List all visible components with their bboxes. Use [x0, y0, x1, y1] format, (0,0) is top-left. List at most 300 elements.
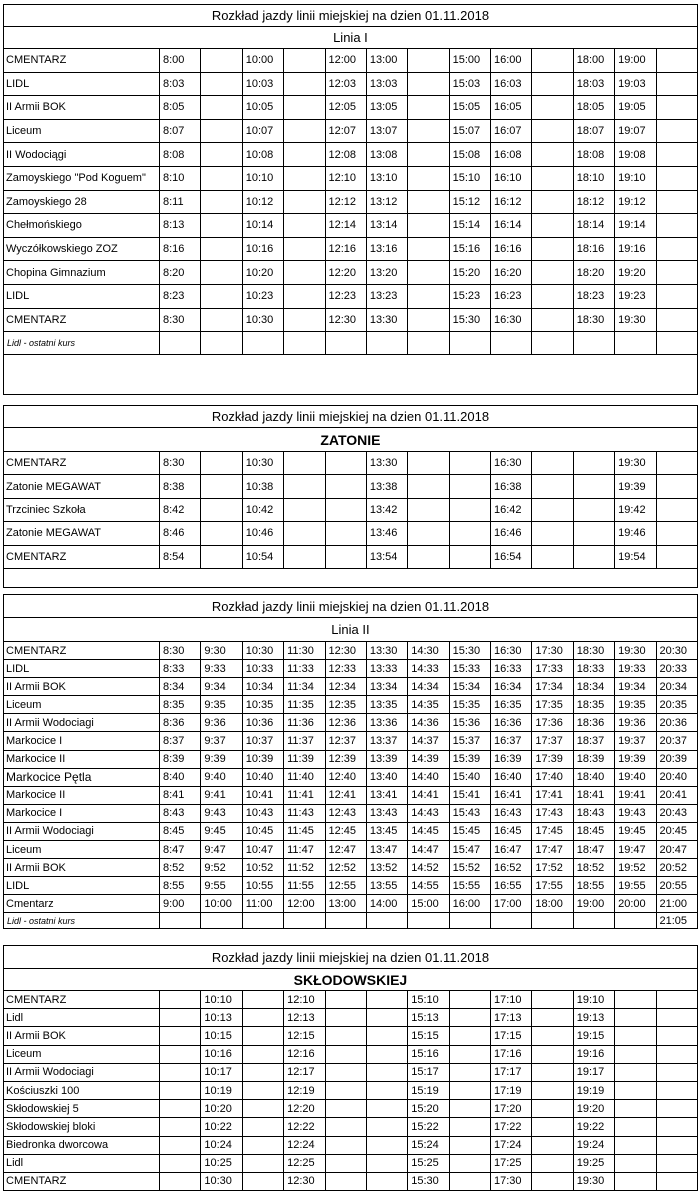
stop-name: LIDL	[4, 660, 160, 678]
departure-time: 13:20	[366, 261, 407, 285]
departure-time	[449, 1154, 490, 1172]
departure-time: 12:43	[325, 804, 366, 822]
timetable-title-row	[4, 406, 698, 428]
departure-time: 10:19	[201, 1081, 242, 1099]
departure-time: 17:43	[532, 804, 573, 822]
departure-time: 12:19	[284, 1081, 325, 1099]
departure-time: 20:37	[656, 732, 697, 750]
departure-time: 16:30	[491, 308, 532, 332]
departure-time: 19:10	[573, 991, 614, 1009]
departure-time: 11:47	[284, 841, 325, 859]
departure-time	[615, 1172, 656, 1190]
departure-time	[325, 1009, 366, 1027]
timetable-section	[3, 945, 697, 1191]
departure-time: 18:30	[573, 642, 614, 660]
spacer-cell	[242, 568, 283, 587]
departure-time: 19:16	[615, 237, 656, 261]
departure-time: 18:35	[573, 696, 614, 714]
departure-time: 10:13	[201, 1009, 242, 1027]
departure-time	[656, 166, 697, 190]
departure-time	[284, 166, 325, 190]
departure-time: 19:03	[615, 72, 656, 96]
departure-time	[284, 143, 325, 167]
departure-time: 11:43	[284, 804, 325, 822]
departure-time: 9:47	[201, 841, 242, 859]
departure-time: 10:33	[242, 660, 283, 678]
departure-time	[573, 522, 614, 545]
departure-time	[284, 545, 325, 568]
departure-time: 15:40	[449, 768, 490, 786]
departure-time: 14:34	[408, 678, 449, 696]
departure-time	[325, 545, 366, 568]
departure-time	[201, 545, 242, 568]
departure-time	[366, 1100, 407, 1118]
departure-time	[201, 119, 242, 143]
departure-time: 16:42	[491, 498, 532, 521]
stop-name: II Armii BOK	[4, 859, 160, 877]
last-run-time	[491, 332, 532, 355]
departure-time: 16:40	[491, 768, 532, 786]
table-row	[4, 166, 698, 190]
departure-time: 12:30	[284, 1172, 325, 1190]
departure-time: 9:33	[201, 660, 242, 678]
timetable-title-row	[4, 5, 698, 27]
stop-name: Chopina Gimnazium	[4, 261, 160, 285]
departure-time: 14:36	[408, 714, 449, 732]
departure-time: 18:40	[573, 768, 614, 786]
departure-time: 17:20	[491, 1100, 532, 1118]
departure-time	[160, 991, 201, 1009]
last-run-time	[449, 913, 490, 929]
departure-time: 8:46	[160, 522, 201, 545]
departure-time: 14:47	[408, 841, 449, 859]
departure-time	[615, 1045, 656, 1063]
departure-time: 18:08	[573, 143, 614, 167]
departure-time: 12:00	[325, 49, 366, 73]
departure-time: 12:07	[325, 119, 366, 143]
departure-time: 14:35	[408, 696, 449, 714]
departure-time: 10:52	[242, 859, 283, 877]
departure-time: 17:15	[491, 1027, 532, 1045]
departure-time: 17:30	[532, 642, 573, 660]
departure-time: 19:54	[615, 545, 656, 568]
departure-time: 17:00	[491, 895, 532, 913]
departure-time: 19:22	[573, 1118, 614, 1136]
departure-time: 10:37	[242, 732, 283, 750]
departure-time: 10:36	[242, 714, 283, 732]
departure-time: 9:30	[201, 642, 242, 660]
departure-time: 10:34	[242, 678, 283, 696]
departure-time	[532, 166, 573, 190]
departure-time: 17:37	[532, 732, 573, 750]
table-row	[4, 1063, 698, 1081]
departure-time: 19:36	[615, 714, 656, 732]
departure-time	[160, 1063, 201, 1081]
departure-time	[573, 452, 614, 475]
table-row	[4, 841, 698, 859]
departure-time: 15:13	[408, 1009, 449, 1027]
departure-time: 20:36	[656, 714, 697, 732]
departure-time	[201, 190, 242, 214]
departure-time: 17:24	[491, 1136, 532, 1154]
last-run-time	[325, 913, 366, 929]
departure-time: 13:41	[366, 786, 407, 804]
departure-time: 18:12	[573, 190, 614, 214]
departure-time: 17:30	[491, 1172, 532, 1190]
departure-time: 15:35	[449, 696, 490, 714]
table-row	[4, 1027, 698, 1045]
departure-time: 10:30	[242, 308, 283, 332]
departure-time: 15:08	[449, 143, 490, 167]
departure-time: 12:17	[284, 1063, 325, 1081]
departure-time	[656, 1063, 697, 1081]
departure-time: 18:37	[573, 732, 614, 750]
stop-name: II Armii Wodociagi	[4, 822, 160, 840]
spacer-cell	[615, 355, 656, 395]
departure-time	[532, 1081, 573, 1099]
departure-time: 10:10	[201, 991, 242, 1009]
table-row	[4, 660, 698, 678]
departure-time: 11:39	[284, 750, 325, 768]
departure-time: 10:20	[242, 261, 283, 285]
stop-name: II Armii BOK	[4, 1027, 160, 1045]
departure-time: 16:00	[491, 49, 532, 73]
departure-time: 13:00	[366, 49, 407, 73]
table-row	[4, 1118, 698, 1136]
departure-time	[242, 1027, 283, 1045]
departure-time	[201, 72, 242, 96]
departure-time	[532, 1009, 573, 1027]
departure-time	[656, 991, 697, 1009]
departure-time	[160, 1027, 201, 1045]
departure-time: 16:34	[491, 678, 532, 696]
departure-time: 15:41	[449, 786, 490, 804]
departure-time: 19:42	[615, 498, 656, 521]
departure-time: 13:16	[366, 237, 407, 261]
departure-time: 12:00	[284, 895, 325, 913]
departure-time	[201, 498, 242, 521]
departure-time	[242, 1136, 283, 1154]
departure-time	[656, 119, 697, 143]
timetable-table	[3, 405, 698, 588]
departure-time: 19:33	[615, 660, 656, 678]
departure-time: 12:41	[325, 786, 366, 804]
timetable-section	[3, 405, 697, 588]
departure-time: 10:16	[201, 1045, 242, 1063]
spacer-cell	[408, 355, 449, 395]
departure-time: 17:45	[532, 822, 573, 840]
departure-time: 9:55	[201, 877, 242, 895]
departure-time	[532, 143, 573, 167]
departure-time	[408, 166, 449, 190]
departure-time: 9:43	[201, 804, 242, 822]
departure-time: 8:52	[160, 859, 201, 877]
departure-time	[449, 545, 490, 568]
departure-time: 20:43	[656, 804, 697, 822]
departure-time: 10:05	[242, 96, 283, 120]
departure-time: 13:35	[366, 696, 407, 714]
departure-time: 16:16	[491, 237, 532, 261]
departure-time	[366, 1027, 407, 1045]
departure-time: 8:40	[160, 768, 201, 786]
table-row	[4, 237, 698, 261]
departure-time: 8:30	[160, 642, 201, 660]
departure-time: 15:07	[449, 119, 490, 143]
stop-name: Zatonie MEGAWAT	[4, 475, 160, 498]
departure-time	[284, 475, 325, 498]
departure-time: 17:47	[532, 841, 573, 859]
departure-time: 10:30	[242, 452, 283, 475]
departure-time	[242, 991, 283, 1009]
departure-time	[449, 991, 490, 1009]
departure-time: 15:19	[408, 1081, 449, 1099]
departure-time	[325, 1027, 366, 1045]
departure-time: 16:12	[491, 190, 532, 214]
departure-time: 18:10	[573, 166, 614, 190]
departure-time	[284, 237, 325, 261]
departure-time	[656, 1027, 697, 1045]
departure-time	[656, 1118, 697, 1136]
departure-time	[242, 1081, 283, 1099]
departure-time: 15:15	[408, 1027, 449, 1045]
departure-time	[242, 1063, 283, 1081]
departure-time: 11:36	[284, 714, 325, 732]
departure-time: 16:55	[491, 877, 532, 895]
departure-time: 8:08	[160, 143, 201, 167]
departure-time	[284, 498, 325, 521]
departure-time	[656, 1136, 697, 1154]
departure-time	[573, 545, 614, 568]
departure-time	[532, 284, 573, 308]
departure-time: 8:34	[160, 678, 201, 696]
departure-time: 15:05	[449, 96, 490, 120]
departure-time: 13:36	[366, 714, 407, 732]
stop-name: LIDL	[4, 877, 160, 895]
departure-time	[656, 452, 697, 475]
departure-time: 14:39	[408, 750, 449, 768]
table-row	[4, 1100, 698, 1118]
departure-time: 19:37	[615, 732, 656, 750]
departure-time	[160, 1045, 201, 1063]
stop-name: Biedronka dworcowa	[4, 1136, 160, 1154]
timetable-title: Rozkład jazdy linii miejskiej na dzien 01.11.2018	[4, 595, 698, 618]
departure-time: 19:46	[615, 522, 656, 545]
departure-time	[408, 143, 449, 167]
departure-time	[284, 214, 325, 238]
departure-time	[201, 237, 242, 261]
departure-time: 15:30	[449, 642, 490, 660]
table-row	[4, 49, 698, 73]
spacer-cell	[408, 568, 449, 587]
spacer-cell	[201, 355, 242, 395]
departure-time: 9:45	[201, 822, 242, 840]
departure-time	[656, 261, 697, 285]
departure-time	[615, 991, 656, 1009]
departure-time: 10:43	[242, 804, 283, 822]
departure-time: 14:41	[408, 786, 449, 804]
departure-time	[656, 1154, 697, 1172]
departure-time: 19:12	[615, 190, 656, 214]
departure-time: 12:16	[325, 237, 366, 261]
departure-time: 15:24	[408, 1136, 449, 1154]
departure-time: 10:45	[242, 822, 283, 840]
departure-time: 18:30	[573, 308, 614, 332]
departure-time	[325, 1063, 366, 1081]
last-run-time	[573, 913, 614, 929]
table-row	[4, 1081, 698, 1099]
departure-time: 15:37	[449, 732, 490, 750]
spacer-cell	[201, 568, 242, 587]
departure-time: 10:17	[201, 1063, 242, 1081]
table-row	[4, 877, 698, 895]
departure-time: 15:34	[449, 678, 490, 696]
departure-time	[449, 452, 490, 475]
stop-name: CMENTARZ	[4, 452, 160, 475]
departure-time	[408, 522, 449, 545]
departure-time	[366, 1045, 407, 1063]
departure-time	[408, 545, 449, 568]
spacer-cell	[449, 568, 490, 587]
departure-time	[325, 991, 366, 1009]
departure-time: 10:35	[242, 696, 283, 714]
departure-time: 8:41	[160, 786, 201, 804]
departure-time: 13:47	[366, 841, 407, 859]
departure-time: 13:45	[366, 822, 407, 840]
departure-time: 18:43	[573, 804, 614, 822]
departure-time: 17:52	[532, 859, 573, 877]
departure-time: 19:15	[573, 1027, 614, 1045]
departure-time: 11:41	[284, 786, 325, 804]
departure-time: 17:22	[491, 1118, 532, 1136]
departure-time	[449, 1100, 490, 1118]
departure-time: 15:17	[408, 1063, 449, 1081]
departure-time: 19:07	[615, 119, 656, 143]
stop-name: Trzciniec Szkoła	[4, 498, 160, 521]
departure-time	[408, 475, 449, 498]
departure-time	[408, 214, 449, 238]
departure-time: 9:34	[201, 678, 242, 696]
departure-time	[284, 96, 325, 120]
departure-time	[573, 475, 614, 498]
departure-time	[615, 1009, 656, 1027]
timetable-table	[3, 594, 698, 929]
departure-time: 15:16	[449, 237, 490, 261]
departure-time: 18:47	[573, 841, 614, 859]
departure-time: 9:40	[201, 768, 242, 786]
departure-time: 20:55	[656, 877, 697, 895]
last-run-time	[532, 913, 573, 929]
departure-time: 13:08	[366, 143, 407, 167]
departure-time	[532, 991, 573, 1009]
departure-time: 11:34	[284, 678, 325, 696]
departure-time	[284, 72, 325, 96]
last-run-time	[160, 913, 201, 929]
departure-time: 18:00	[532, 895, 573, 913]
departure-time: 19:40	[615, 768, 656, 786]
departure-time: 13:39	[366, 750, 407, 768]
timetable-title-row	[4, 595, 698, 618]
departure-time: 13:42	[366, 498, 407, 521]
departure-time: 12:52	[325, 859, 366, 877]
departure-time: 12:03	[325, 72, 366, 96]
departure-time	[656, 96, 697, 120]
departure-time: 8:16	[160, 237, 201, 261]
departure-time	[656, 1045, 697, 1063]
departure-time	[242, 1154, 283, 1172]
departure-time	[242, 1009, 283, 1027]
last-run-time	[284, 332, 325, 355]
departure-time	[656, 498, 697, 521]
departure-time: 14:52	[408, 859, 449, 877]
spacer-cell	[325, 355, 366, 395]
departure-time: 15:00	[408, 895, 449, 913]
departure-time: 14:33	[408, 660, 449, 678]
departure-time	[656, 143, 697, 167]
departure-time: 16:41	[491, 786, 532, 804]
stop-name: CMENTARZ	[4, 1172, 160, 1190]
departure-time: 11:40	[284, 768, 325, 786]
departure-time: 8:20	[160, 261, 201, 285]
table-row	[4, 1154, 698, 1172]
departure-time: 8:43	[160, 804, 201, 822]
departure-time: 16:54	[491, 545, 532, 568]
stop-name: Zamoyskiego 28	[4, 190, 160, 214]
line-name-row	[4, 27, 698, 49]
departure-time	[656, 284, 697, 308]
departure-time: 13:03	[366, 72, 407, 96]
table-row	[4, 545, 698, 568]
departure-time: 12:23	[325, 284, 366, 308]
spacer-cell	[573, 355, 614, 395]
departure-time: 13:30	[366, 452, 407, 475]
departure-time	[160, 1081, 201, 1099]
departure-time: 17:17	[491, 1063, 532, 1081]
departure-time: 13:38	[366, 475, 407, 498]
table-row	[4, 1045, 698, 1063]
departure-time: 16:52	[491, 859, 532, 877]
table-row	[4, 214, 698, 238]
spacer-cell	[160, 568, 201, 587]
table-row	[4, 498, 698, 521]
departure-time: 10:10	[242, 166, 283, 190]
departure-time	[325, 1100, 366, 1118]
departure-time: 19:43	[615, 804, 656, 822]
departure-time: 17:25	[491, 1154, 532, 1172]
table-row	[4, 750, 698, 768]
stop-name: Markocice I	[4, 804, 160, 822]
departure-time: 17:41	[532, 786, 573, 804]
departure-time	[284, 452, 325, 475]
departure-time: 15:36	[449, 714, 490, 732]
departure-time: 15:20	[408, 1100, 449, 1118]
departure-time: 11:30	[284, 642, 325, 660]
departure-time	[366, 1118, 407, 1136]
departure-time: 17:19	[491, 1081, 532, 1099]
table-row	[4, 895, 698, 913]
departure-time: 13:23	[366, 284, 407, 308]
table-row	[4, 1009, 698, 1027]
departure-time	[656, 522, 697, 545]
departure-time	[366, 1081, 407, 1099]
departure-time	[160, 1009, 201, 1027]
departure-time: 10:40	[242, 768, 283, 786]
departure-time: 8:07	[160, 119, 201, 143]
departure-time: 19:55	[615, 877, 656, 895]
departure-time: 10:15	[201, 1027, 242, 1045]
departure-time	[201, 522, 242, 545]
departure-time: 15:10	[408, 991, 449, 1009]
departure-time	[656, 1100, 697, 1118]
